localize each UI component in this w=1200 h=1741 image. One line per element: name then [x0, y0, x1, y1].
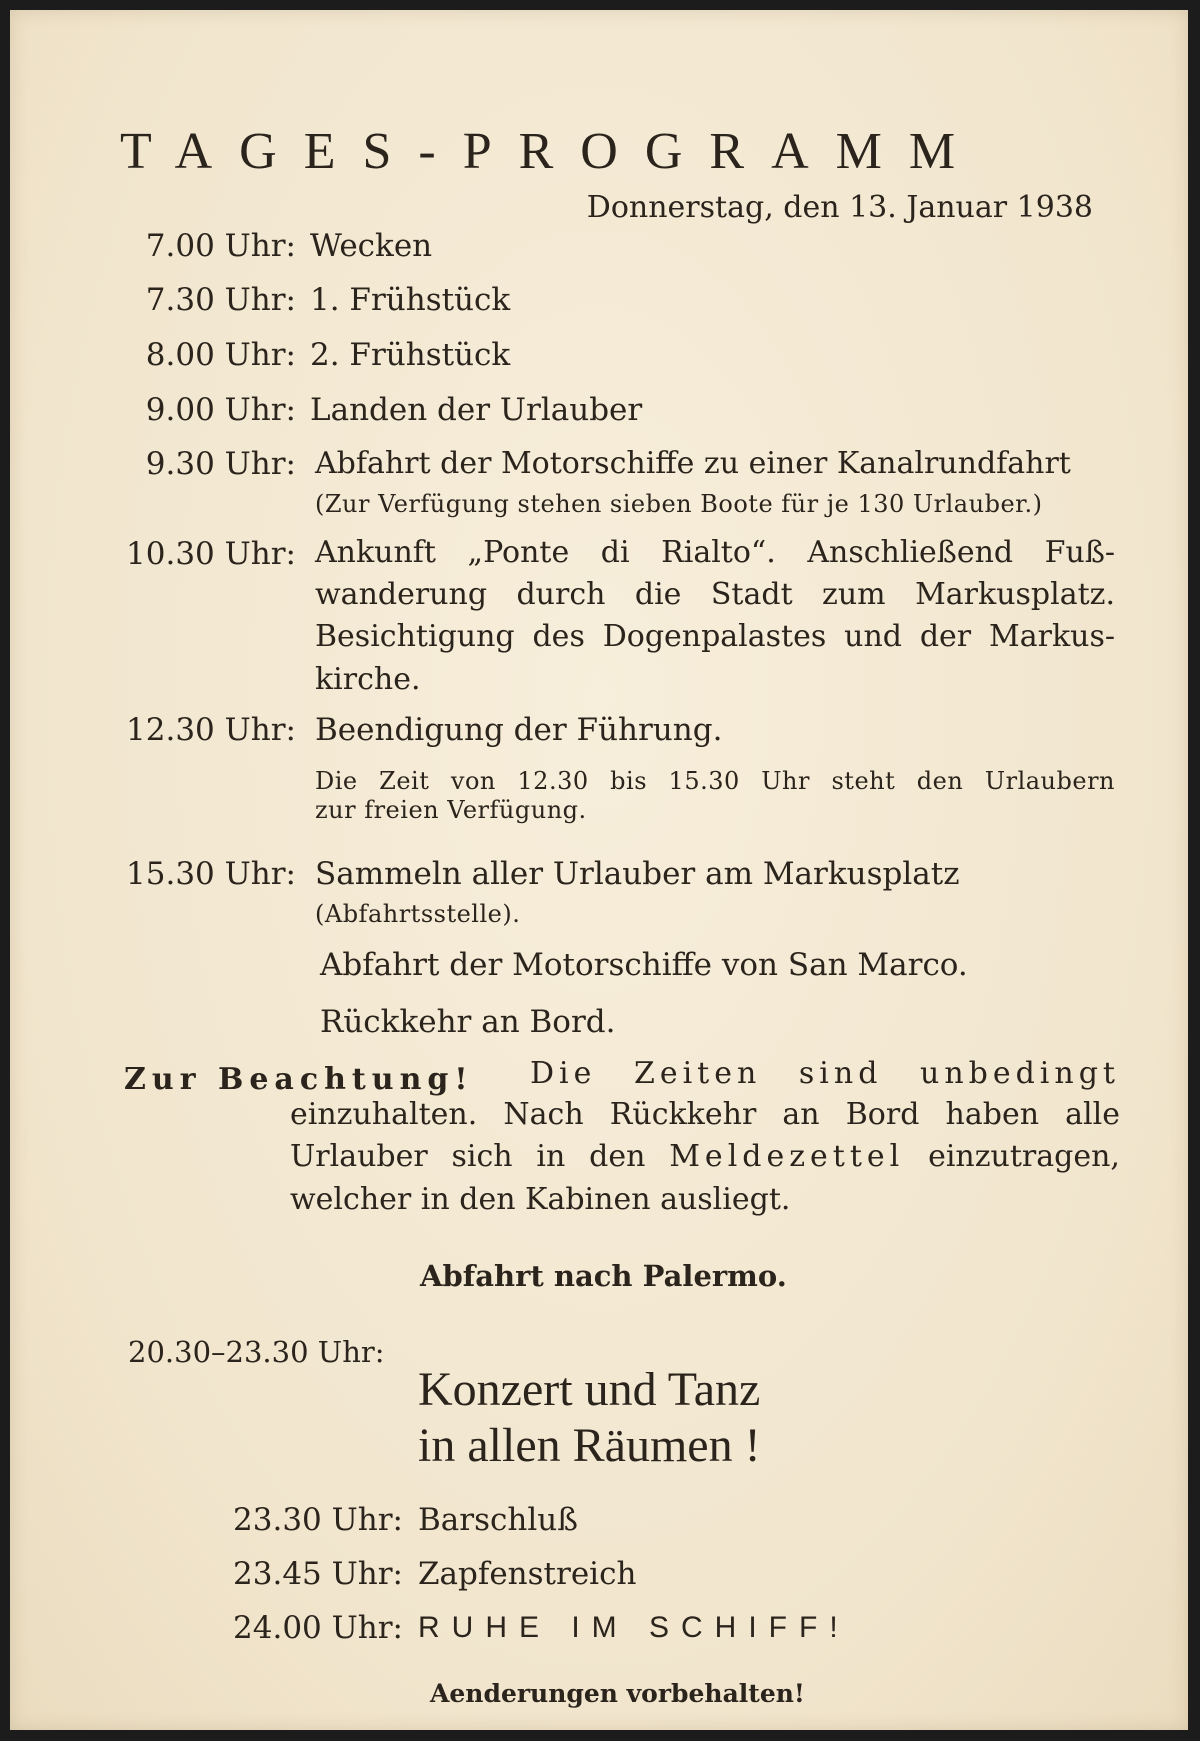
schedule-text: Landen der Urlauber — [310, 392, 643, 428]
notice-text: Urlauber sich in den Meldezettel einzutragen, — [290, 1139, 1120, 1174]
schedule-text: kirche. — [315, 662, 421, 697]
evening-headline: in allen Räumen ! — [418, 1419, 761, 1472]
footer-note: Aenderungen vorbehalten! — [430, 1679, 805, 1708]
schedule-text: Ankunft „Ponte di Rialto“. Anschließend Fuß- — [315, 535, 1115, 570]
schedule-text: Abfahrt der Motorschiffe von San Marco. — [320, 947, 968, 983]
schedule-text: Rückkehr an Bord. — [320, 1004, 616, 1040]
schedule-note: (Abfahrtsstelle). — [315, 900, 521, 928]
schedule-time: 12.30 Uhr: — [126, 712, 296, 748]
notice-label: Zur Beachtung! — [124, 1062, 474, 1097]
departure-line: Abfahrt nach Palermo. — [420, 1259, 787, 1293]
schedule-text: Beendigung der Führung. — [315, 712, 723, 748]
date-line: Donnerstag, den 13. Januar 1938 — [586, 190, 1093, 225]
schedule-time: 7.30 Uhr: — [145, 282, 296, 318]
schedule-time: 7.00 Uhr: — [145, 228, 296, 264]
page-title: TAGES-PROGRAMM — [120, 123, 983, 180]
schedule-time: 9.00 Uhr: — [145, 392, 296, 428]
schedule-time: 9.30 Uhr: — [145, 446, 296, 482]
schedule-note: Die Zeit von 12.30 bis 15.30 Uhr steht den Urlaubern — [315, 767, 1115, 795]
schedule-text: RUHE IM SCHIFF! — [418, 1611, 850, 1644]
schedule-text: Zapfenstreich — [418, 1556, 637, 1592]
evening-time: 20.30–23.30 Uhr: — [128, 1335, 385, 1369]
schedule-text: Besichtigung des Dogenpalastes und der Markus- — [315, 619, 1115, 654]
schedule-text: Wecken — [310, 228, 433, 264]
schedule-text: Sammeln aller Urlauber am Markusplatz — [315, 856, 960, 892]
schedule-time: 23.30 Uhr: — [233, 1502, 403, 1538]
notice-text: welcher in den Kabinen ausliegt. — [290, 1182, 791, 1217]
schedule-time: 23.45 Uhr: — [233, 1556, 403, 1592]
schedule-note: (Zur Verfügung stehen sieben Boote für je 130 Urlauber.) — [315, 490, 1043, 518]
notice-text: Die Zeiten sind unbedingt — [530, 1056, 1120, 1091]
schedule-text: Abfahrt der Motorschiffe zu einer Kanalrundfahrt — [315, 446, 1071, 481]
schedule-note: zur freien Verfügung. — [315, 796, 587, 824]
program-card — [10, 10, 1188, 1730]
schedule-time: 8.00 Uhr: — [145, 337, 296, 373]
schedule-text: 2. Frühstück — [310, 337, 511, 373]
schedule-time: 24.00 Uhr: — [233, 1610, 403, 1646]
schedule-text: wanderung durch die Stadt zum Markusplatz. — [315, 577, 1115, 612]
notice-text: einzuhalten. Nach Rückkehr an Bord haben alle — [290, 1097, 1120, 1132]
schedule-time: 15.30 Uhr: — [126, 856, 296, 892]
evening-headline: Konzert und Tanz — [418, 1363, 761, 1416]
schedule-text: Barschluß — [418, 1502, 578, 1538]
schedule-time: 10.30 Uhr: — [126, 536, 296, 572]
schedule-text: 1. Frühstück — [310, 282, 511, 318]
